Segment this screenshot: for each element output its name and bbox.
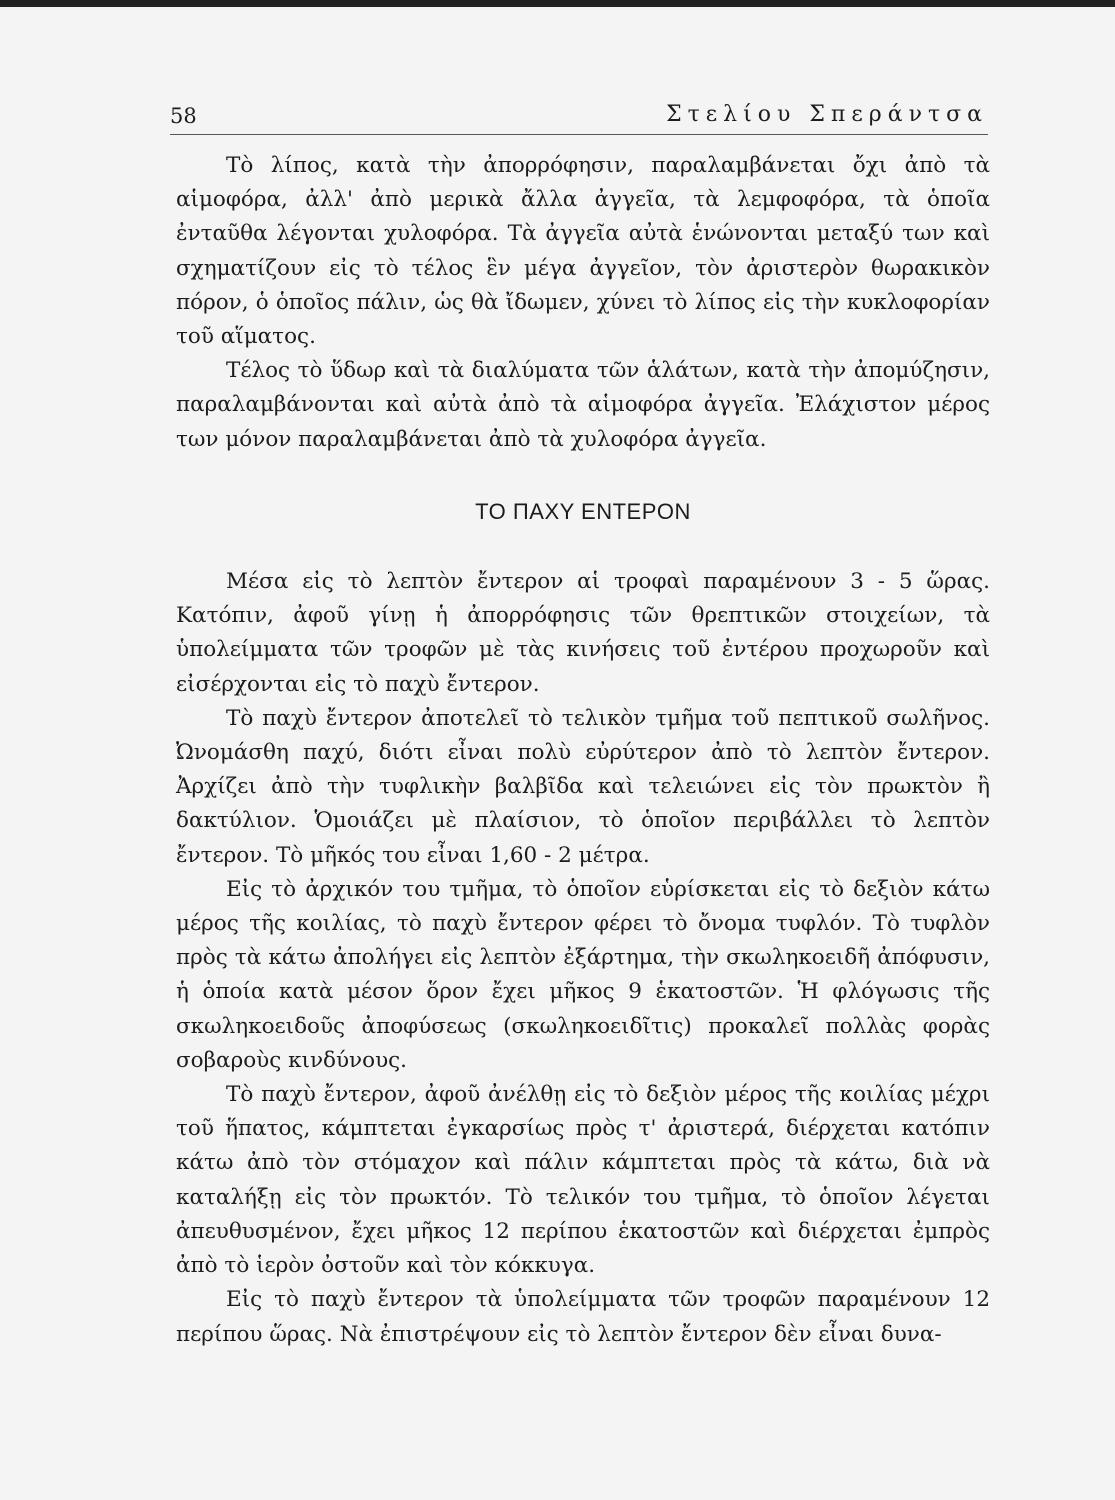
running-head: Στελίου Σπεράντσα <box>666 102 988 127</box>
section-heading: ΤΟ ΠΑΧΥ ΕΝΤΕΡΟΝ <box>475 498 691 524</box>
body-text <box>176 149 990 1352</box>
page-number: 58 <box>170 104 197 128</box>
page-header <box>170 100 988 135</box>
paragraph: Εἰς τὸ παχὺ ἔντερον τὰ ὑπολείμματα τῶν τροφῶν παραμένουν 12 περίπου ὥρας. Νὰ ἐπιστρέψουν εἰς τὸ λεπτὸν ἔντερον δὲν εἶναι δυνα- <box>176 1287 990 1347</box>
paragraph: Τέλος τὸ ὕδωρ καὶ τὰ διαλύματα τῶν ἁλάτων, κατὰ τὴν ἀπομύζησιν, παραλαμβάνονται καὶ αὐτὰ ἀπὸ τὰ αἱμοφόρα ἀγγεῖα. Ἐλάχιστον μέρος των μόνον παραλαμβάνεται ἀπὸ τὰ χυλοφόρα ἀγγεῖα. <box>176 358 990 452</box>
paragraph: Τὸ λίπος, κατὰ τὴν ἀπορρόφησιν, παραλαμβάνεται ὄχι ἀπὸ τὰ αἱμοφόρα, ἀλλ' ἀπὸ μερικὰ ἄλλα ἀγγεῖα, τὰ λεμφοφόρα, τὰ ὁποῖα ἐνταῦθα λέγονται χυλοφόρα. Τὰ ἀγγεῖα αὐτὰ ἑνώνονται μεταξύ των καὶ σχηματίζουν εἰς τὸ τέλος ἓν μέγα ἀγγεῖον, τὸν ἀριστερὸν θωρακικὸν πόρον, ὁ ὁποῖος πάλιν, ὡς θὰ ἴδωμεν, χύνει τὸ λίπος εἰς τὴν κυκλοφορίαν τοῦ αἵματος. <box>176 153 990 350</box>
paragraph: Μέσα εἰς τὸ λεπτὸν ἔντερον αἱ τροφαὶ παραμένουν 3 - 5 ὥρας. Κατόπιν, ἀφοῦ γίνῃ ἡ ἀπορρόφησις τῶν θρεπτικῶν στοιχείων, τὰ ὑπολείμματα τῶν τροφῶν μὲ τὰς κινήσεις τοῦ ἐντέρου προχωροῦν καὶ εἰσέρχονται εἰς τὸ παχὺ ἔντερον. <box>176 569 990 697</box>
paragraph: Τὸ παχὺ ἔντερον ἀποτελεῖ τὸ τελικὸν τμῆμα τοῦ πεπτικοῦ σωλῆνος. Ὠνομάσθη παχύ, διότι εἶναι πολὺ εὐρύτερον ἀπὸ τὸ λεπτὸν ἔντερον. Ἀρχίζει ἀπὸ τὴν τυφλικὴν βαλβῖδα καὶ τελειώνει εἰς τὸν πρωκτὸν ἢ δακτύλιον. Ὁμοιάζει μὲ πλαίσιον, τὸ ὁποῖον περιβάλλει τὸ λεπτὸν ἔντερον. Τὸ μῆκός του εἶναι 1,60 - 2 μέτρα. <box>176 705 990 868</box>
paragraph: Τὸ παχὺ ἔντερον, ἀφοῦ ἀνέλθῃ εἰς τὸ δεξιὸν μέρος τῆς κοιλίας μέχρι τοῦ ἥπατος, κάμπτεται ἐγκαρσίως πρὸς τ' ἀριστερά, διέρχεται κατόπιν κάτω ἀπὸ τὸν στόμαχον καὶ πάλιν κάμπτεται πρὸς τὰ κάτω, διὰ νὰ καταλήξῃ εἰς τὸν πρωκτόν. Τὸ τελικόν του τμῆμα, τὸ ὁποῖον λέγεται ἀπευθυσμένον, ἔχει μῆκος 12 περίπου ἑκατοστῶν καὶ διέρχεται ἐμπρὸς ἀπὸ τὸ ἱερὸν ὀστοῦν καὶ τὸν κόκκυγα. <box>176 1082 990 1279</box>
paragraph: Εἰς τὸ ἀρχικόν του τμῆμα, τὸ ὁποῖον εὑρίσκεται εἰς τὸ δεξιὸν κάτω μέρος τῆς κοιλίας, τὸ παχὺ ἔντερον φέρει τὸ ὄνομα τυφλόν. Τὸ τυφλὸν πρὸς τὰ κάτω ἀπολήγει εἰς λεπτὸν ἐξάρτημα, τὴν σκωληκοειδῆ ἀπόφυσιν, ἡ ὁποία κατὰ μέσον ὅρον ἔχει μῆκος 9 ἑκατοστῶν. Ἡ φλόγωσις τῆς σκωληκοειδοῦς ἀποφύσεως (σκωληκοειδῖτις) προκαλεῖ πολλὰς φορὰς σοβαροὺς κινδύνους. <box>176 876 990 1073</box>
